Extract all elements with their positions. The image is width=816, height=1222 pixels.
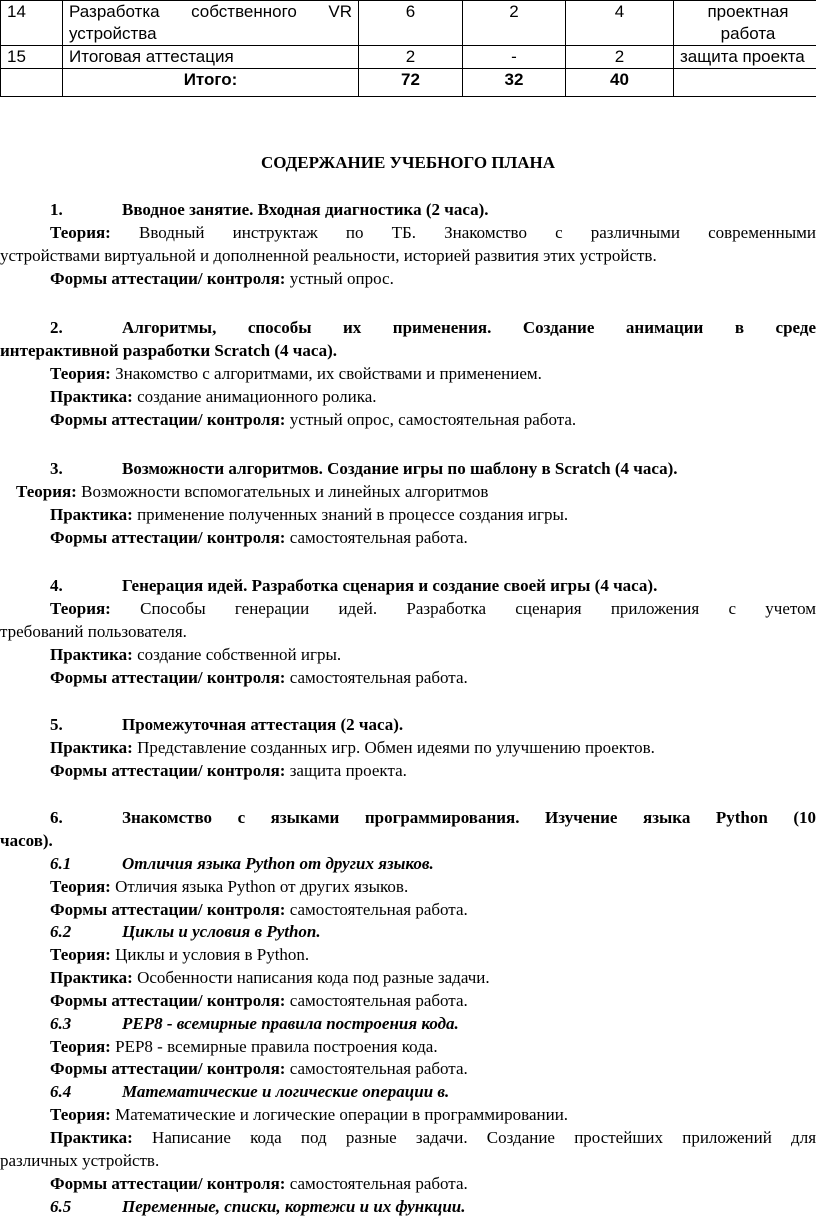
forms-line: Формы аттестации/ контроля: устный опрос.	[50, 269, 394, 288]
subsection-number: 6.3	[50, 1014, 72, 1033]
theory-line: Теория: Знакомство с алгоритмами, их свойствами и применением.	[50, 364, 542, 383]
section-title: Генерация идей. Разработка сценария и создание своей игры (4 часа).	[122, 576, 658, 595]
theory-line: Теория: Циклы и условия в Python.	[50, 945, 310, 964]
practice-line-cont: различных устройств.	[0, 1151, 160, 1170]
row-number: 14	[1, 1, 63, 46]
section-title-cont: интерактивной разработки Scratch (4 часа).	[0, 341, 338, 360]
section-number: 3.	[50, 459, 63, 478]
subsection-title: Математические и логические операции в.	[122, 1082, 450, 1101]
forms-line: Формы аттестации/ контроля: самостоятельная работа.	[50, 668, 468, 687]
section-number: 6.	[50, 808, 63, 827]
row-attestation-form: защита проекта	[674, 46, 816, 69]
theory-line: Теория: Математические и логические операции в программировании.	[50, 1105, 569, 1124]
section-title: Вводное занятие. Входная диагностика (2 часа).	[122, 200, 489, 219]
practice-line: Практика: создание анимационного ролика.	[50, 387, 377, 406]
forms-line: Формы аттестации/ контроля: самостоятельная работа.	[50, 1059, 468, 1078]
forms-line: Формы аттестации/ контроля: устный опрос, самостоятельная работа.	[50, 410, 577, 429]
table-total-row	[1, 69, 816, 97]
subsection-title: PEP8 - всемирные правила построения кода.	[122, 1014, 459, 1033]
forms-line: Формы аттестации/ контроля: самостоятельная работа.	[50, 528, 468, 547]
section-number: 1.	[50, 200, 63, 219]
forms-line: Формы аттестации/ контроля: защита проекта.	[50, 761, 407, 780]
practice-line: Практика: создание собственной игры.	[50, 645, 342, 664]
row-topic: Разработка собственного VR устройства	[63, 1, 359, 46]
theory-line: Теория: Возможности вспомогательных и линейных алгоритмов	[16, 482, 489, 501]
practice-line: Практика: Особенности написания кода под разные задачи.	[50, 968, 490, 987]
subsection-title: Переменные, списки, кортежи и их функции.	[122, 1197, 466, 1216]
forms-line: Формы аттестации/ контроля: самостоятельная работа.	[50, 900, 468, 919]
total-hours: 72	[359, 69, 463, 97]
practice-line: Практика: применение полученных знаний в процессе создания игры.	[50, 505, 569, 524]
table-row	[1, 1, 816, 46]
row-theory-hours: 2	[463, 1, 566, 46]
section-title: Промежуточная аттестация (2 часа).	[122, 715, 404, 734]
theory-line: Теория: Вводный инструктаж по ТБ. Знакомство с различными современными	[50, 223, 816, 242]
section-title: Возможности алгоритмов. Создание игры по шаблону в Scratch (4 часа).	[122, 459, 678, 478]
theory-line: Теория: PEP8 - всемирные правила построения кода.	[50, 1037, 438, 1056]
table-row	[1, 46, 816, 69]
page-title: СОДЕРЖАНИЕ УЧЕБНОГО ПЛАНА	[260, 153, 556, 172]
section-title: Алгоритмы, способы их применения. Создание анимации в среде	[122, 318, 816, 337]
theory-line: Теория: Отличия языка Python от других языков.	[50, 877, 409, 896]
forms-line: Формы аттестации/ контроля: самостоятельная работа.	[50, 1174, 468, 1193]
subsection-number: 6.2	[50, 922, 72, 941]
section-number: 4.	[50, 576, 63, 595]
total-label: Итого:	[63, 69, 359, 97]
theory-line-cont: устройствами виртуальной и дополненной реальности, историей развития этих устройств.	[0, 246, 657, 265]
row-topic: Итоговая аттестация	[63, 46, 359, 69]
subsection-title: Циклы и условия в Python.	[122, 922, 321, 941]
row-practice-hours: 2	[566, 46, 674, 69]
practice-line: Практика: Написание кода под разные задачи. Создание простейших приложений для	[50, 1128, 816, 1147]
row-number: 15	[1, 46, 63, 69]
practice-line: Практика: Представление созданных игр. Обмен идеями по улучшению проектов.	[50, 738, 655, 757]
section-number: 5.	[50, 715, 63, 734]
section-title: Знакомство с языками программирования. Изучение языка Python (10	[122, 808, 816, 827]
section-number: 2.	[50, 318, 63, 337]
forms-line: Формы аттестации/ контроля: самостоятельная работа.	[50, 991, 468, 1010]
row-practice-hours: 4	[566, 1, 674, 46]
row-total-hours: 6	[359, 1, 463, 46]
total-theory: 32	[463, 69, 566, 97]
study-plan-table	[0, 0, 816, 97]
row-theory-hours: -	[463, 46, 566, 69]
subsection-number: 6.5	[50, 1197, 72, 1216]
section-title-cont: часов).	[0, 831, 53, 850]
subsection-title: Отличия языка Python от других языков.	[122, 854, 434, 873]
total-practice: 40	[566, 69, 674, 97]
theory-line: Теория: Способы генерации идей. Разработка сценария приложения с учетом	[50, 599, 816, 618]
theory-line-cont: требований пользователя.	[0, 622, 187, 641]
row-total-hours: 2	[359, 46, 463, 69]
subsection-number: 6.4	[50, 1082, 72, 1101]
subsection-number: 6.1	[50, 854, 72, 873]
row-attestation-form: проектная работа	[674, 1, 816, 46]
